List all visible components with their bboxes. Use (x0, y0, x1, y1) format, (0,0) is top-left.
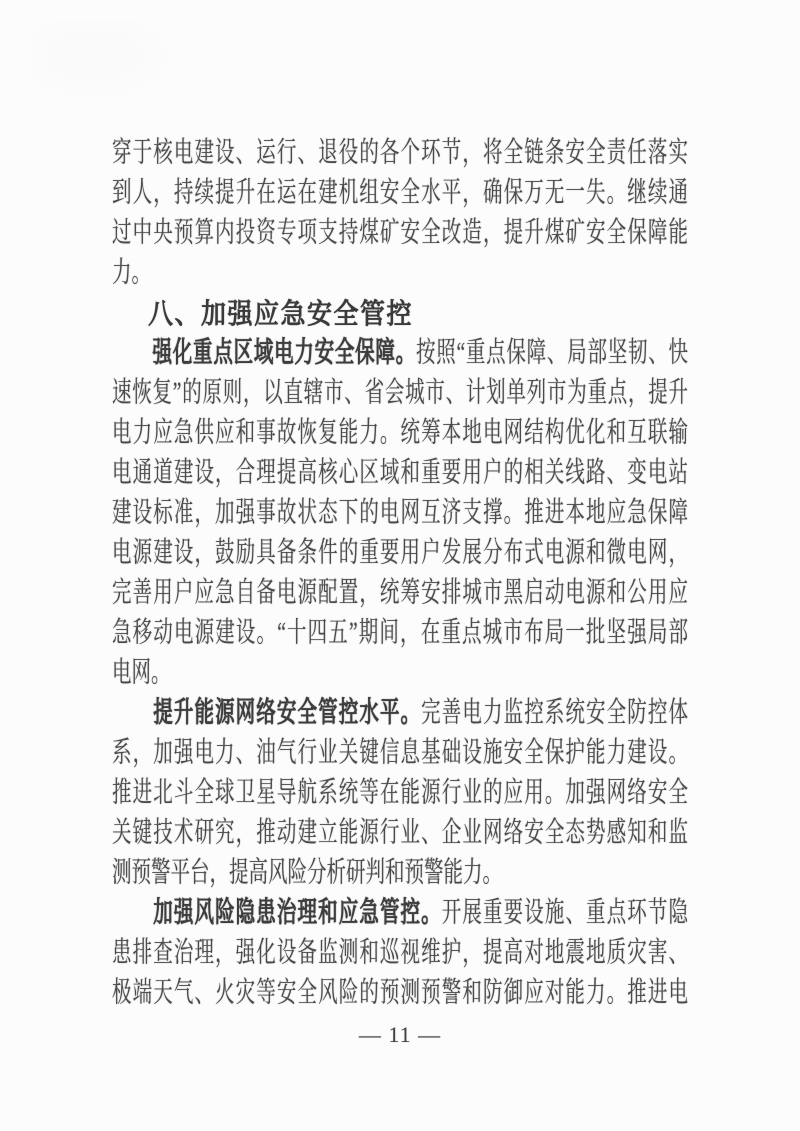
bold-lead-sentence: 强化重点区域电力安全保障。 (152, 338, 416, 369)
body-text: 关键技术研究，推动建立能源行业、企业网络安全态势感知和监 (112, 818, 688, 849)
body-text: 完善用户应急自备电源配置，统筹安排城市黑启动电源和公用应 (112, 578, 688, 609)
bold-lead-sentence: 加强风险隐患治理和应急管控。 (153, 898, 442, 929)
body-text: 力。 (112, 258, 152, 289)
body-text: 到人，持续提升在运在建机组安全水平，确保万无一失。继续通 (112, 178, 688, 209)
paragraph-risk-management (112, 894, 688, 1014)
body-text: 速恢复”的原则，以直辖市、省会城市、计划单列市为重点，提升 (112, 378, 688, 409)
body-text: 电通道建设，合理提高核心区域和重要用户的相关线路、变电站 (112, 458, 688, 489)
body-text: 建设标准，加强事故状态下的电网互济支撑。推进本地应急保障 (112, 498, 688, 529)
body-text: 开展重要设施、重点环节隐 (441, 898, 688, 929)
paragraph-network-security (112, 694, 688, 894)
body-text: 电网。 (112, 658, 171, 689)
body-text: 穿于核电建设、运行、退役的各个环节，将全链条安全责任落实 (112, 138, 688, 169)
body-text: 推进北斗全球卫星导航系统等在能源行业的应用。加强网络安全 (112, 778, 688, 809)
section-heading: 八、加强应急安全管控 (148, 298, 414, 330)
body-text: 患排查治理，强化设备监测和巡视维护，提高对地震地质灾害、 (112, 938, 688, 969)
body-text: 按照“重点保障、局部坚韧、快 (415, 338, 688, 369)
body-text: 完善电力监控系统安全防控体 (421, 698, 688, 729)
text-line (112, 965, 688, 1023)
page-number: — 11 — (358, 1022, 442, 1047)
body-text: 电力应急供应和事故恢复能力。统筹本地电网结构优化和互联输 (112, 418, 688, 449)
paragraph-continuation (112, 134, 688, 294)
body-text: 电源建设，鼓励具备条件的重要用户发展分布式电源和微电网， (112, 538, 688, 569)
body-text: 系，加强电力、油气行业关键信息基础设施安全保护能力建设。 (112, 738, 688, 769)
scan-smudge-artifact (30, 20, 190, 110)
body-text: 测预警平台，提高风险分析研判和预警能力。 (112, 858, 503, 889)
body-text: 极端天气、火灾等安全风险的预测预警和防御应对能力。推进电 (112, 978, 688, 1009)
body-text (112, 898, 153, 928)
body-text (112, 698, 153, 728)
body-text (112, 338, 153, 368)
bold-lead-sentence: 提升能源网络安全管控水平。 (153, 698, 422, 729)
paragraph-power-emergency (112, 334, 688, 694)
body-text: 急移动电源建设。“十四五”期间，在重点城市布局一批坚强局部 (112, 618, 688, 649)
page-content (112, 134, 688, 1052)
body-text: 过中央预算内投资专项支持煤矿安全改造，提升煤矿安全保障能 (112, 218, 688, 249)
